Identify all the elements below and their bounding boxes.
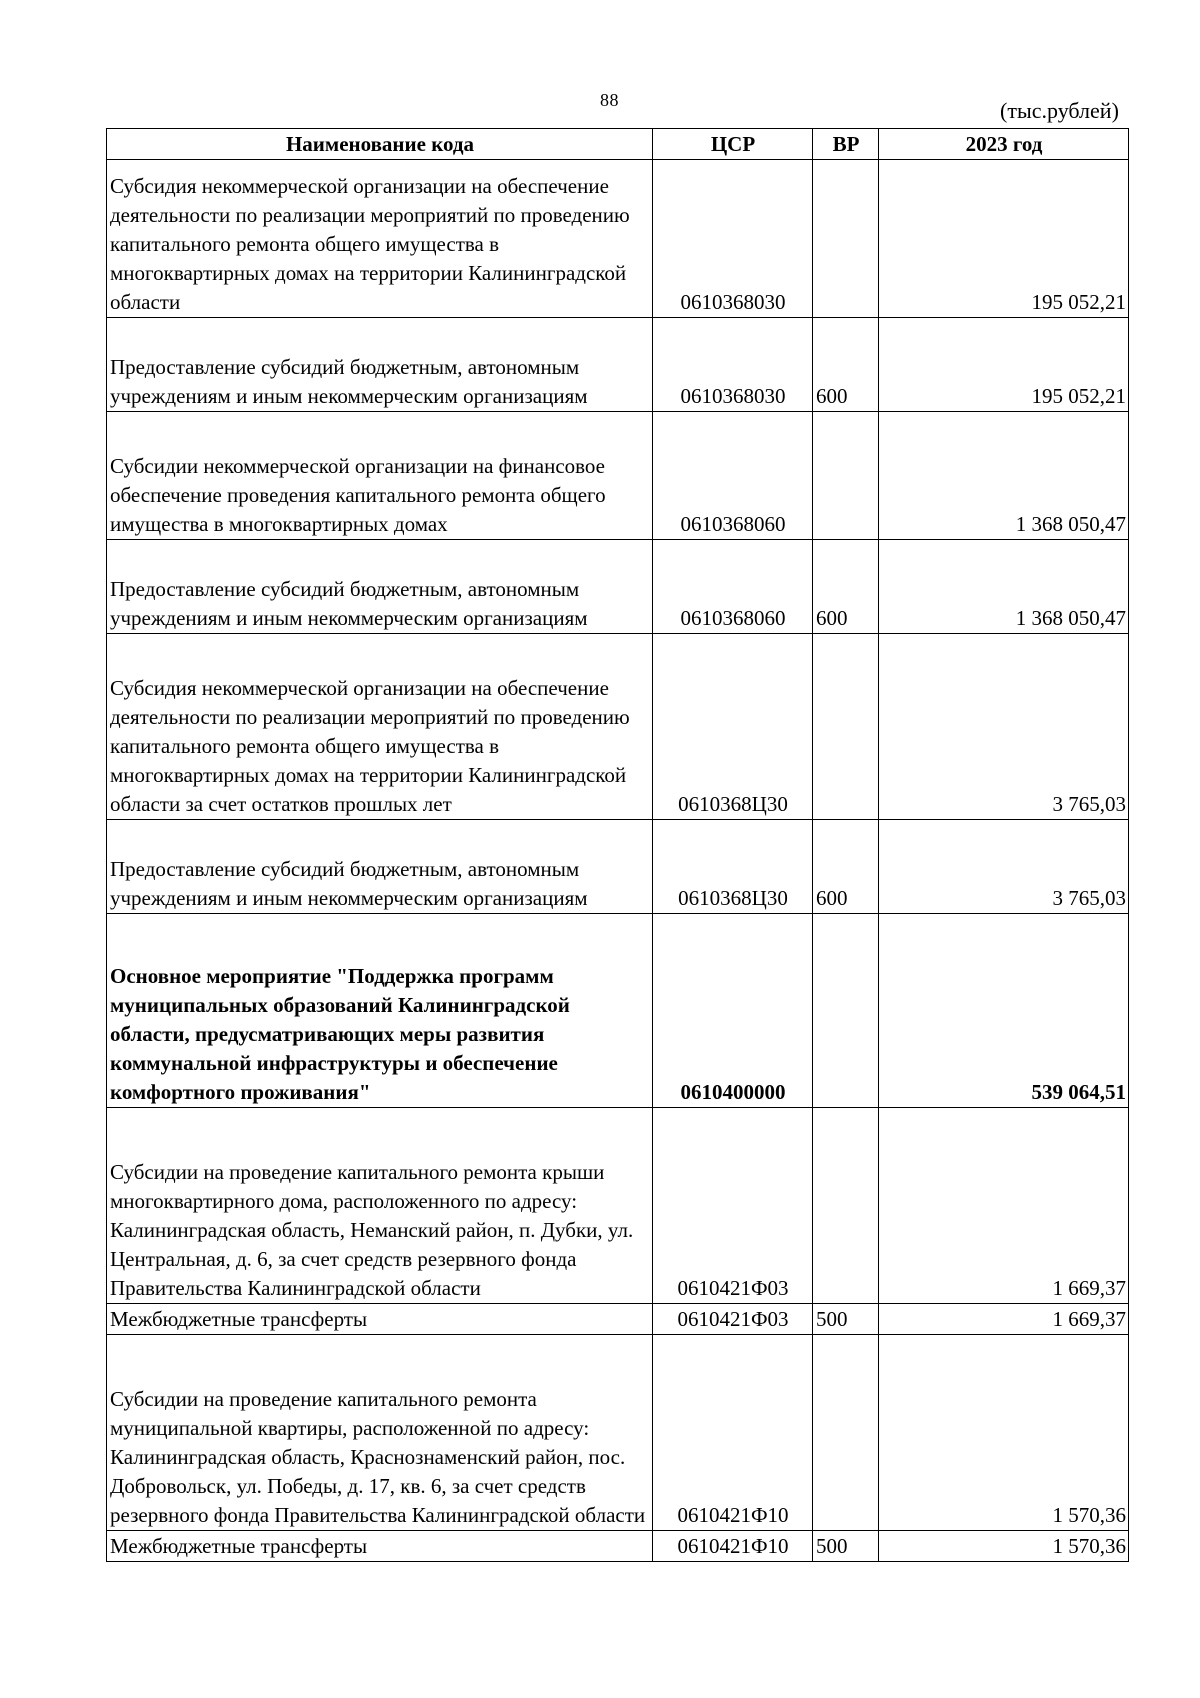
row-amount: 195 052,21 (879, 160, 1129, 318)
row-csr: 0610421Ф10 (653, 1531, 813, 1562)
row-vr: 500 (813, 1531, 879, 1562)
row-name: Субсидия некоммерческой организации на обеспечение деятельности по реализации мероприятий по проведению капитального ремонта общего имущества в многоквартирных домах на территории Калининградской области за счет остатков прошлых лет (107, 634, 653, 820)
row-vr (813, 1108, 879, 1304)
row-csr: 0610421Ф03 (653, 1304, 813, 1335)
header-csr: ЦСР (653, 129, 813, 160)
row-name: Межбюджетные трансферты (107, 1531, 653, 1562)
row-amount: 195 052,21 (879, 318, 1129, 412)
page-number: 88 (600, 90, 619, 110)
row-name: Основное мероприятие "Поддержка программ муниципальных образований Калининградской области, предусматривающих меры развития коммунальной инфраструктуры и обеспечение комфортного проживания" (107, 914, 653, 1108)
row-csr: 0610368060 (653, 540, 813, 634)
row-amount: 1 368 050,47 (879, 412, 1129, 540)
row-amount: 1 570,36 (879, 1531, 1129, 1562)
table-row (107, 1304, 1129, 1335)
row-name: Предоставление субсидий бюджетным, автономным учреждениям и иным некоммерческим организациям (107, 820, 653, 914)
row-csr: 0610368060 (653, 412, 813, 540)
row-vr (813, 1335, 879, 1531)
row-csr: 0610368030 (653, 318, 813, 412)
header-vr: ВР (813, 129, 879, 160)
row-vr: 600 (813, 820, 879, 914)
row-csr: 0610368Ц30 (653, 820, 813, 914)
table-row (107, 914, 1129, 1108)
row-amount: 3 765,03 (879, 634, 1129, 820)
row-name: Субсидии на проведение капитального ремонта крыши многоквартирного дома, расположенного по адресу: Калининградская область, Неманский район, п. Дубки, ул. Центральная, д. 6, за счет средств резервного фонда Правительства Калининградской области (107, 1108, 653, 1304)
row-amount: 1 570,36 (879, 1335, 1129, 1531)
table-row (107, 318, 1129, 412)
row-name: Субсидия некоммерческой организации на обеспечение деятельности по реализации мероприятий по проведению капитального ремонта общего имущества в многоквартирных домах на территории Калининградской области (107, 160, 653, 318)
row-vr: 600 (813, 318, 879, 412)
row-amount: 539 064,51 (879, 914, 1129, 1108)
table-row (107, 160, 1129, 318)
row-csr: 0610368030 (653, 160, 813, 318)
table-row (107, 1531, 1129, 1562)
table-row (107, 1335, 1129, 1531)
row-csr: 0610400000 (653, 914, 813, 1108)
row-amount: 1 368 050,47 (879, 540, 1129, 634)
row-amount: 3 765,03 (879, 820, 1129, 914)
row-vr: 600 (813, 540, 879, 634)
header-year: 2023 год (879, 129, 1129, 160)
row-csr: 0610368Ц30 (653, 634, 813, 820)
row-name: Предоставление субсидий бюджетным, автономным учреждениям и иным некоммерческим организациям (107, 318, 653, 412)
table-row (107, 540, 1129, 634)
row-csr: 0610421Ф03 (653, 1108, 813, 1304)
row-name: Субсидии некоммерческой организации на финансовое обеспечение проведения капитального ремонта общего имущества в многоквартирных домах (107, 412, 653, 540)
header-name: Наименование кода (107, 129, 653, 160)
row-name: Предоставление субсидий бюджетным, автономным учреждениям и иным некоммерческим организациям (107, 540, 653, 634)
row-amount: 1 669,37 (879, 1108, 1129, 1304)
table-row (107, 412, 1129, 540)
row-vr: 500 (813, 1304, 879, 1335)
row-amount: 1 669,37 (879, 1304, 1129, 1335)
row-name: Межбюджетные трансферты (107, 1304, 653, 1335)
table-row (107, 634, 1129, 820)
row-csr: 0610421Ф10 (653, 1335, 813, 1531)
row-vr (813, 160, 879, 318)
row-vr (813, 634, 879, 820)
table-header-row (107, 129, 1129, 160)
units-label: (тыс.рублей) (1000, 98, 1119, 123)
row-name: Субсидии на проведение капитального ремонта муниципальной квартиры, расположенной по адресу: Калининградская область, Краснознаменский район, пос. Добровольск, ул. Победы, д. 17, кв. 6, за счет средств резервного фонда Правительства Калининградской области (107, 1335, 653, 1531)
table-row (107, 820, 1129, 914)
row-vr (813, 412, 879, 540)
budget-table (106, 128, 1129, 1562)
table-row (107, 1108, 1129, 1304)
row-vr (813, 914, 879, 1108)
